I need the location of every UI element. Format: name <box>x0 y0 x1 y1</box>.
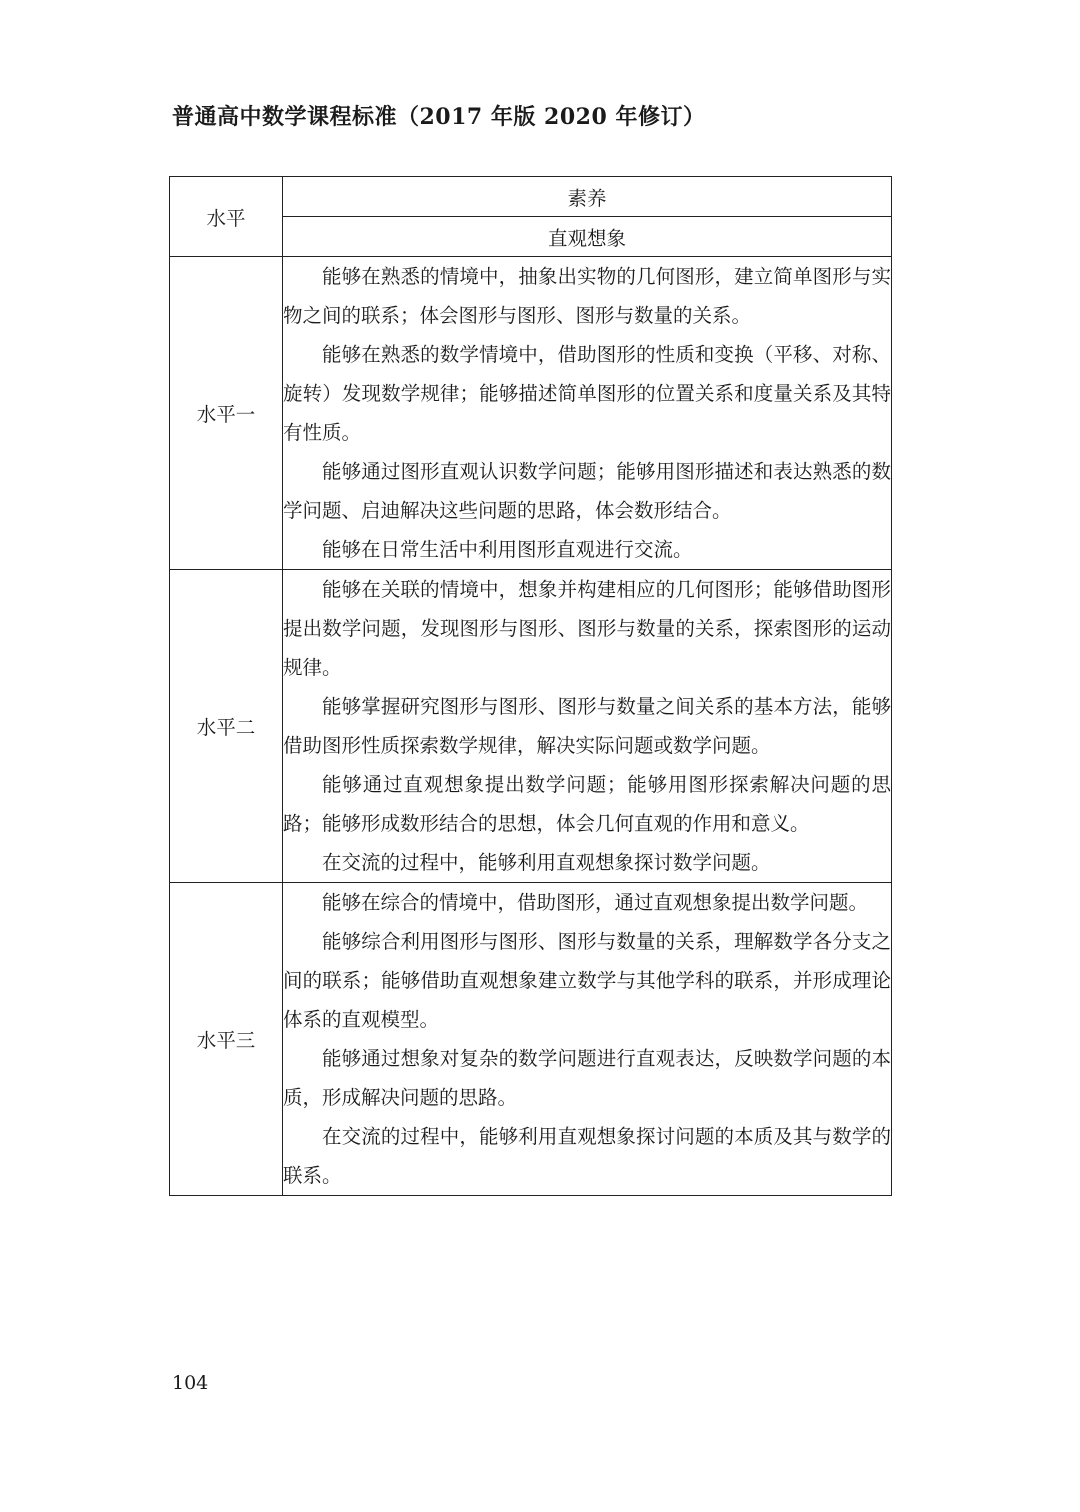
level-two-label: 水平二 <box>170 570 283 883</box>
paragraph: 在交流的过程中，能够利用直观想象探讨数学问题。 <box>322 851 771 874</box>
paragraph: 能够通过想象对复杂的数学问题进行直观表达，反映数学问题的本质，形成解决问题的思路。 <box>283 1047 891 1109</box>
level-column-header: 水平 <box>170 177 283 257</box>
page-number: 104 <box>172 1372 209 1394</box>
level-three-label: 水平三 <box>170 883 283 1196</box>
table-header-row <box>170 177 892 217</box>
table-row <box>170 883 892 1196</box>
literacy-level-table <box>169 176 892 1196</box>
paragraph: 能够在关联的情境中，想象并构建相应的几何图形；能够借助图形提出数学问题，发现图形与图形、图形与数量的关系，探索图形的运动规律。 <box>283 578 891 679</box>
paragraph: 在交流的过程中，能够利用直观想象探讨问题的本质及其与数学的联系。 <box>283 1125 891 1187</box>
level-two-content <box>283 570 892 883</box>
paragraph: 能够掌握研究图形与图形、图形与数量之间关系的基本方法，能够借助图形性质探索数学规律，解决实际问题或数学问题。 <box>283 695 891 757</box>
table-row <box>170 570 892 883</box>
level-one-content <box>283 257 892 570</box>
paragraph: 能够在熟悉的数学情境中，借助图形的性质和变换（平移、对称、旋转）发现数学规律；能够描述简单图形的位置关系和度量关系及其特有性质。 <box>283 343 891 444</box>
paragraph: 能够在熟悉的情境中，抽象出实物的几何图形，建立简单图形与实物之间的联系；体会图形与图形、图形与数量的关系。 <box>283 265 891 327</box>
paragraph: 能够在日常生活中利用图形直观进行交流。 <box>322 538 693 561</box>
intuitive-imagination-header: 直观想象 <box>283 217 892 257</box>
level-one-label: 水平一 <box>170 257 283 570</box>
level-three-content <box>283 883 892 1196</box>
paragraph: 能够通过图形直观认识数学问题；能够用图形描述和表达熟悉的数学问题、启迪解决这些问题的思路，体会数形结合。 <box>283 460 891 522</box>
page-title: 普通高中数学课程标准（2017 年版 2020 年修订） <box>172 104 706 130</box>
literacy-column-header: 素养 <box>283 177 892 217</box>
table-row <box>170 257 892 570</box>
paragraph: 能够综合利用图形与图形、图形与数量的关系，理解数学各分支之间的联系；能够借助直观想象建立数学与其他学科的联系，并形成理论体系的直观模型。 <box>283 930 891 1031</box>
paragraph: 能够在综合的情境中，借助图形，通过直观想象提出数学问题。 <box>322 891 869 914</box>
paragraph: 能够通过直观想象提出数学问题；能够用图形探索解决问题的思路；能够形成数形结合的思想，体会几何直观的作用和意义。 <box>283 773 891 835</box>
